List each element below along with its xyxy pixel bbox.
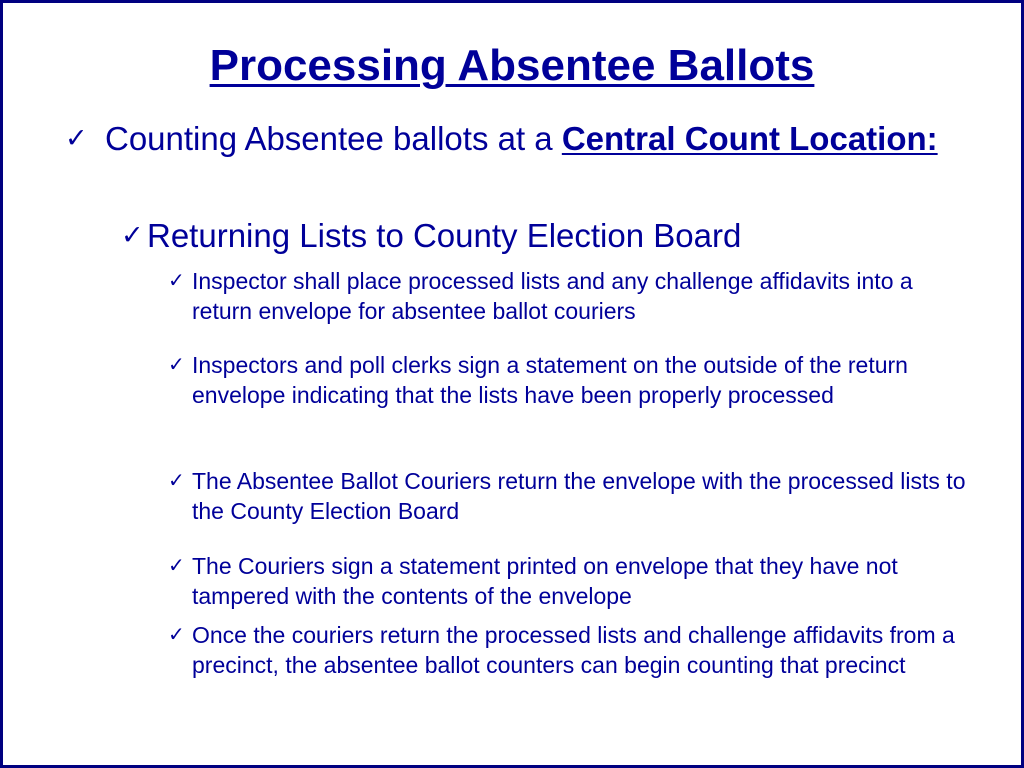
bullet-level2 [121, 216, 921, 255]
checkmark-icon: ✓ [65, 123, 88, 153]
sub-bullet-text: Inspectors and poll clerks sign a statement on the outside of the return envelope indicating that the lists have been properly processed [192, 352, 908, 408]
checkmark-icon: ✓ [168, 354, 185, 376]
sub-bullet-4 [168, 551, 968, 611]
checkmark-icon: ✓ [168, 470, 185, 492]
sub-bullet-2 [168, 350, 968, 410]
checkmark-icon: ✓ [121, 220, 144, 250]
bullet-level1-plain: Counting Absentee ballots at a [105, 120, 562, 157]
bullet-level1 [65, 119, 965, 158]
sub-bullet-text: The Absentee Ballot Couriers return the envelope with the processed lists to the County Election Board [192, 468, 966, 524]
sub-bullet-5 [168, 620, 968, 680]
bullet-level2-text: Returning Lists to County Election Board [147, 217, 742, 254]
bullet-level1-text [105, 119, 965, 158]
slide-title: Processing Absentee Ballots [209, 41, 815, 90]
checkmark-icon: ✓ [168, 624, 185, 646]
sub-bullet-3 [168, 466, 968, 526]
checkmark-icon: ✓ [168, 270, 185, 292]
sub-bullet-text: Once the couriers return the processed lists and challenge affidavits from a precinct, the absentee ballot counters can begin counting that precinct [192, 622, 955, 678]
sub-bullet-text: Inspector shall place processed lists and any challenge affidavits into a return envelope for absentee ballot couriers [192, 268, 913, 324]
sub-bullet-text: The Couriers sign a statement printed on envelope that they have not tampered with the contents of the envelope [192, 553, 898, 609]
sub-bullet-1 [168, 266, 968, 326]
bullet-level1-emphasis: Central Count Location: [561, 120, 938, 157]
checkmark-icon: ✓ [168, 555, 185, 577]
